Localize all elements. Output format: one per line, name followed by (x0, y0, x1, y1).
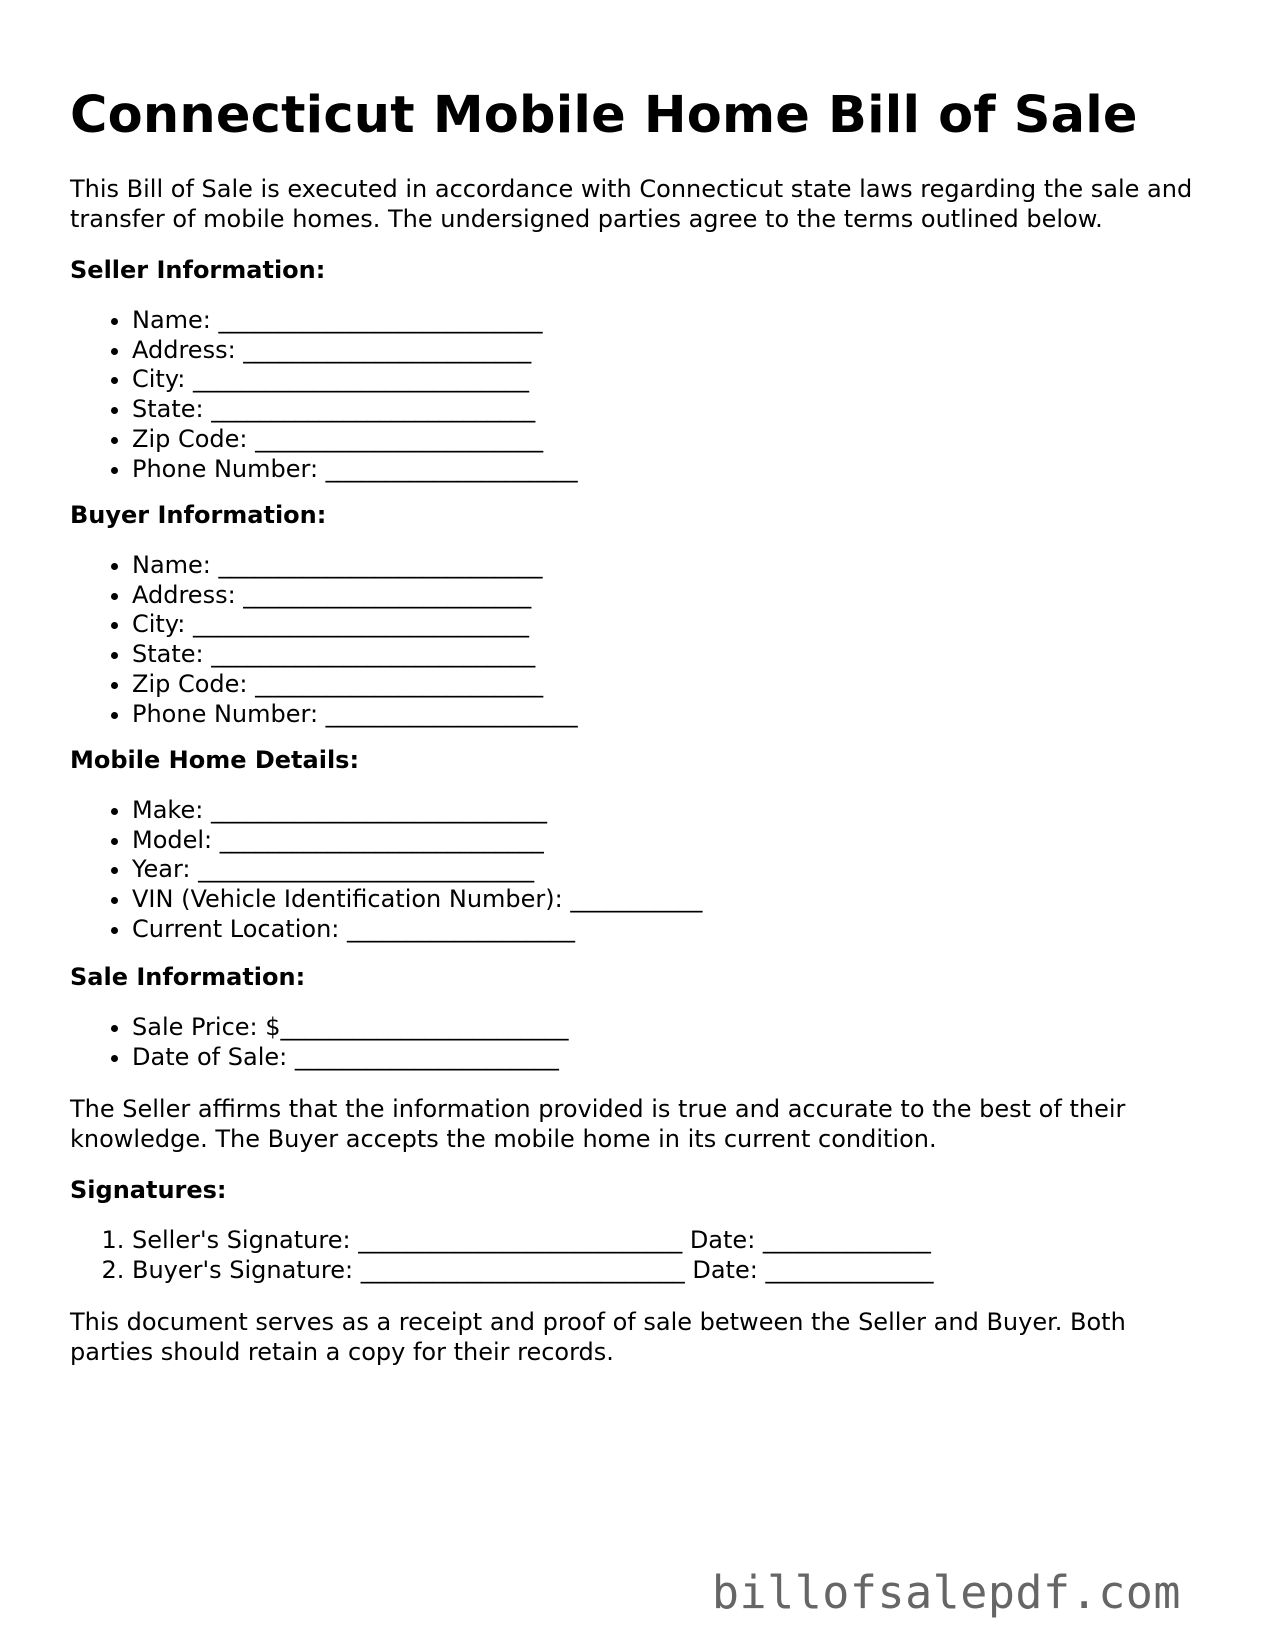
home-make-field: • Make: ____________________________ (132, 796, 702, 826)
buyer-zip-field: • Zip Code: ________________________ (132, 670, 578, 700)
seller-fields-list (70, 306, 578, 484)
buyer-fields-list (70, 551, 578, 729)
buyer-city-field: • City: ____________________________ (132, 610, 578, 640)
buyer-name-field: • Name: ___________________________ (132, 551, 578, 581)
home-location-field: • Current Location: ___________________ (132, 915, 702, 945)
affirmation-paragraph: The Seller affirms that the information provided is true and accurate to the best of their knowledge. The Buyer accepts the mobile home in its current condition. (70, 1095, 1126, 1153)
sale-price-field: • Sale Price: $________________________ (132, 1013, 569, 1043)
seller-address-field: • Address: ________________________ (132, 336, 578, 366)
intro-paragraph: This Bill of Sale is executed in accordance with Connecticut state laws regarding the sale and transfer of mobile homes. The undersigned parties agree to the terms outlined below. (70, 175, 1193, 233)
buyer-phone-field: • Phone Number: _____________________ (132, 700, 578, 730)
buyer-address-field: • Address: ________________________ (132, 581, 578, 611)
home-year-field: • Year: ____________________________ (132, 855, 702, 885)
document-title: Connecticut Mobile Home Bill of Sale (70, 86, 1138, 145)
watermark-text: billofsalepdf.com (711, 1566, 1181, 1619)
seller-signature-line: 1. Seller's Signature: ___________________________ Date: ______________ (132, 1226, 933, 1256)
buyer-heading: Buyer Information: (70, 501, 327, 529)
home-details-list (70, 796, 702, 945)
home-details-heading: Mobile Home Details: (70, 746, 360, 774)
signatures-list (70, 1226, 933, 1285)
seller-city-field: • City: ____________________________ (132, 365, 578, 395)
seller-name-field: • Name: ___________________________ (132, 306, 578, 336)
signatures-heading: Signatures: (70, 1176, 227, 1204)
home-model-field: • Model: ___________________________ (132, 826, 702, 856)
buyer-signature-line: 2. Buyer's Signature: ___________________________ Date: ______________ (132, 1256, 933, 1286)
closing-paragraph: This document serves as a receipt and proof of sale between the Seller and Buyer. Both parties should retain a copy for their records. (70, 1308, 1126, 1366)
buyer-state-field: • State: ___________________________ (132, 640, 578, 670)
seller-zip-field: • Zip Code: ________________________ (132, 425, 578, 455)
sale-date-field: • Date of Sale: ______________________ (132, 1043, 569, 1073)
home-vin-field: • VIN (Vehicle Identification Number): ___________ (132, 885, 702, 915)
sale-info-heading: Sale Information: (70, 963, 306, 991)
sale-info-list (70, 1013, 569, 1072)
seller-phone-field: • Phone Number: _____________________ (132, 455, 578, 485)
seller-state-field: • State: ___________________________ (132, 395, 578, 425)
seller-heading: Seller Information: (70, 256, 326, 284)
